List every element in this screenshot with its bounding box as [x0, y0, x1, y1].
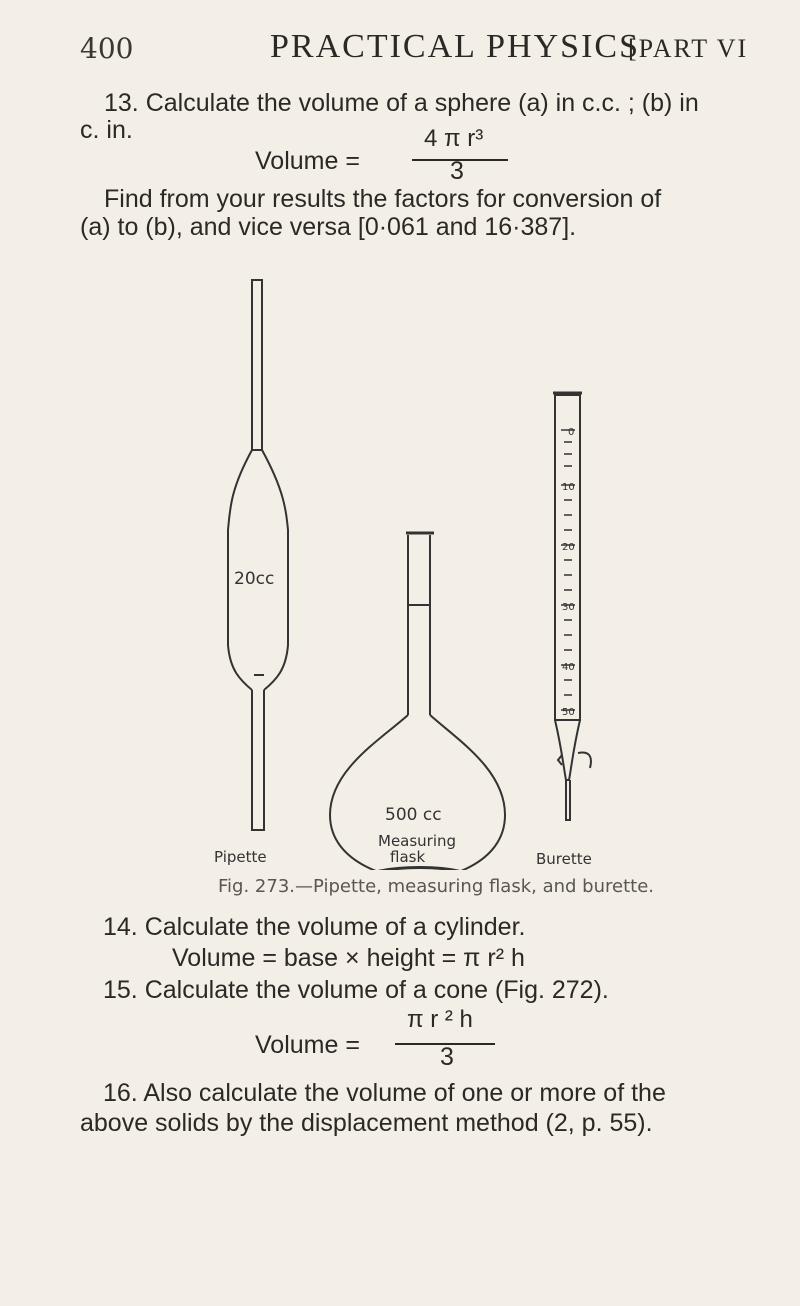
- problem-14-line2: Volume = base × height = π r² h: [172, 944, 525, 972]
- pipette-drawing: [228, 280, 288, 830]
- problem-15-line1: [103, 975, 609, 1005]
- problem-15-number: 15.: [103, 976, 138, 1004]
- problem-15-formula-label: Volume =: [255, 1031, 360, 1059]
- problem-13-denominator: 3: [450, 157, 464, 185]
- problem-16-text: Also calculate the volume of one or more of the: [143, 1079, 666, 1107]
- flask-label-line1: Measuring: [378, 832, 457, 850]
- problem-15-numerator: π r ² h: [407, 1006, 473, 1033]
- problem-13-text: Calculate the volume of a sphere (a) in c.c. ; (b) in: [145, 89, 699, 117]
- problem-15-denominator: 3: [440, 1043, 454, 1071]
- pipette-label: Pipette: [214, 848, 267, 866]
- problem-14-line1: [103, 912, 525, 942]
- part-label: [PART VI: [628, 34, 749, 63]
- problem-13-number: 13.: [104, 89, 139, 117]
- problem-13-line1: [104, 88, 699, 118]
- burette-mark-30: 30: [562, 602, 575, 613]
- problem-16-line2: above solids by the displacement method (2, p. 55).: [80, 1109, 653, 1137]
- problem-13-line4: (a) to (b), and vice versa [0·061 and 16·387].: [80, 213, 577, 241]
- problem-13-line2: c. in.: [80, 116, 133, 144]
- problem-14-text: Calculate the volume of a cylinder.: [144, 913, 526, 941]
- problem-13-formula-label: Volume =: [255, 147, 360, 175]
- problem-13-numerator: 4 π r³: [424, 125, 484, 152]
- burette-mark-40: 40: [562, 662, 575, 673]
- problem-15-text: Calculate the volume of a cone (Fig. 272).: [144, 976, 609, 1004]
- flask-label-line2: flask: [390, 848, 426, 866]
- burette-mark-0: 0: [568, 427, 575, 438]
- page-number: 400: [80, 32, 134, 65]
- glassware-figure: [180, 250, 760, 870]
- burette-mark-10: 10: [562, 482, 575, 493]
- burette-mark-50: 50: [562, 707, 575, 718]
- problem-16-line1: [103, 1078, 666, 1108]
- problem-16-number: 16.: [103, 1079, 138, 1107]
- burette-label: Burette: [536, 850, 592, 868]
- page-header: [80, 28, 770, 72]
- flask-volume-label: 500 cc: [385, 805, 442, 825]
- pipette-volume-label: 20cc: [234, 569, 275, 589]
- problem-13-line3: Find from your results the factors for conversion of: [104, 185, 662, 213]
- running-title: PRACTICAL PHYSICS: [270, 28, 640, 65]
- burette-mark-20: 20: [562, 542, 575, 553]
- problem-14-number: 14.: [103, 913, 138, 941]
- figure-caption: Fig. 273.—Pipette, measuring flask, and burette.: [218, 876, 654, 897]
